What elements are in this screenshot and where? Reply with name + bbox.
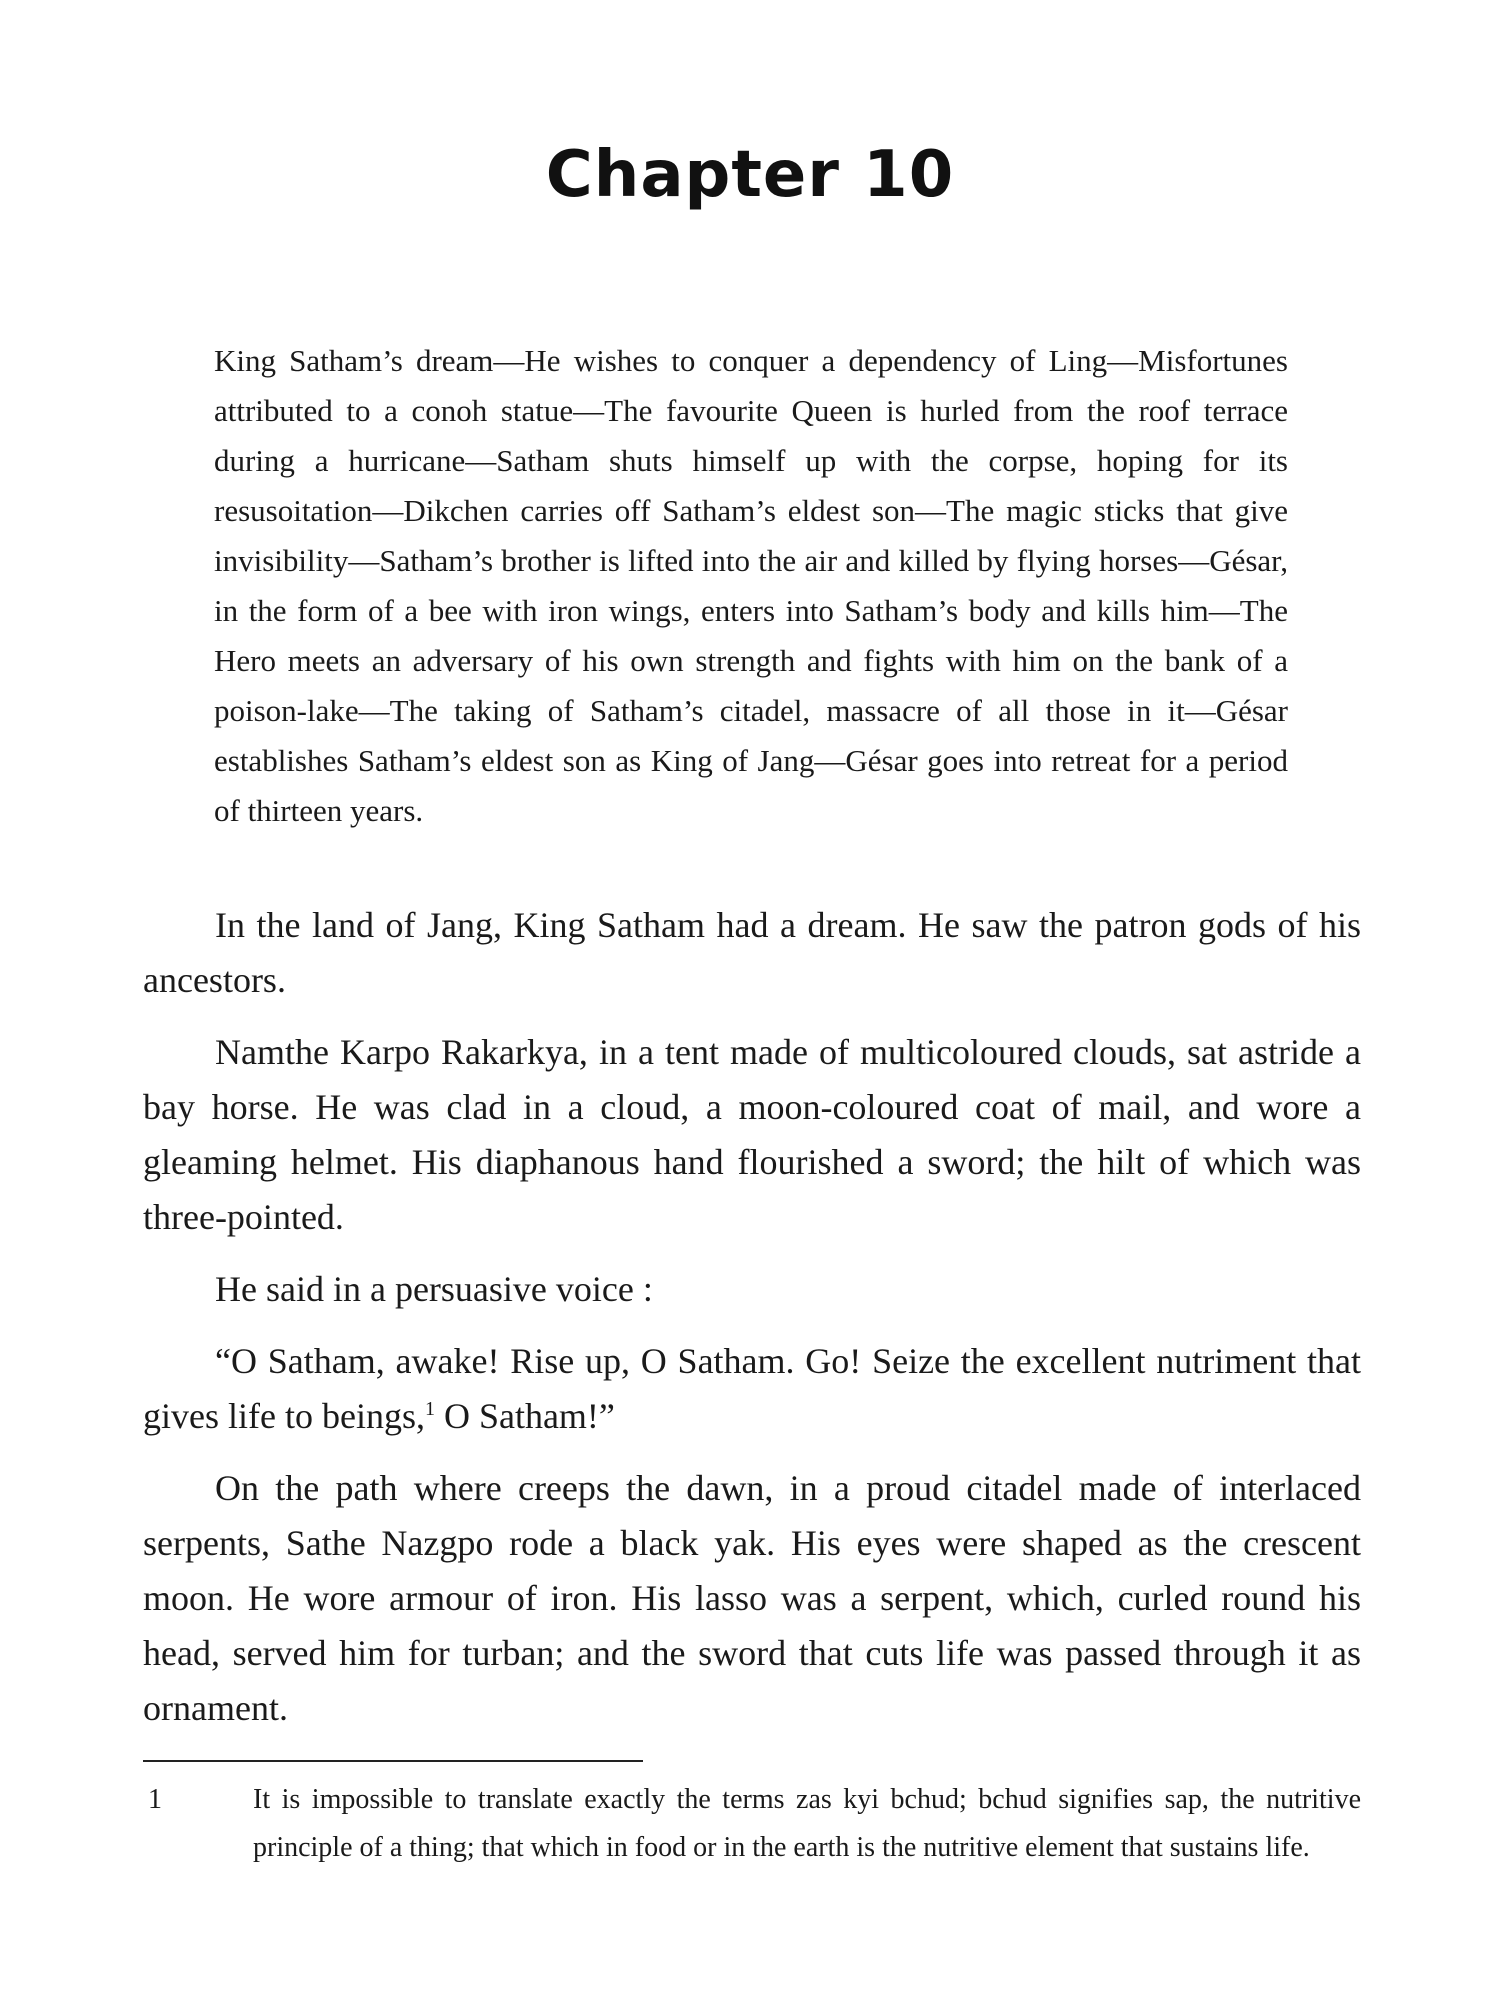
chapter-title: Chapter 10	[545, 138, 955, 212]
paragraph-4	[143, 1334, 1361, 1444]
paragraph-2: Namthe Karpo Rakarkya, in a tent made of multicoloured clouds, sat astride a bay horse. He was clad in a cloud, a moon-coloured coat of mail, and wore a gleaming helmet. His diaphanous hand flourished a sword; the hilt of which was three-pointed.	[143, 1032, 1361, 1237]
footnote-number: 1	[148, 1784, 162, 1815]
footnote-reference: 1	[424, 1398, 435, 1420]
chapter-body	[143, 898, 1361, 1753]
paragraph-3: He said in a persuasive voice :	[215, 1269, 653, 1309]
paragraph-1: In the land of Jang, King Satham had a dream. He saw the patron gods of his ancestors.	[143, 905, 1361, 1000]
paragraph-4-text-after: O Satham!”	[434, 1396, 615, 1436]
chapter-summary: King Satham’s dream—He wishes to conquer a dependency of Ling—Misfortunes attributed to a conoh statue—The favourite Queen is hurled from the roof terrace during a hurricane—Satham shuts himself up with the corpse, hoping for its resusoitation—Dikchen carries off Satham’s eldest son—The magic sticks that give invisibility—Satham’s brother is lifted into the air and killed by flying horses—Gésar, in the form of a bee with iron wings, enters into Satham’s body and kills him—The Hero meets an adversary of his own strength and fights with him on the bank of a poison-lake—The taking of Satham’s citadel, massacre of all those in it—Gésar establishes Satham’s eldest son as King of Jang—Gésar goes into retreat for a period of thirteen years.	[214, 343, 1288, 828]
paragraph-5: On the path where creeps the dawn, in a proud citadel made of interlaced serpents, Sathe Nazgpo rode a black yak. His eyes were shaped as the crescent moon. He wore armour of iron. His lasso was a serpent, which, curled round his head, served him for turban; and the sword that cuts life was passed through it as ornament.	[143, 1468, 1361, 1728]
footnote-divider	[143, 1760, 643, 1762]
paragraph-4-text-before: “O Satham, awake! Rise up, O Satham. Go! Seize the excellent nutriment that gives life to beings,	[143, 1341, 1361, 1436]
footnote-text: It is impossible to translate exactly the terms zas kyi bchud; bchud signifies sap, the nutritive principle of a thing; that which in food or in the earth is the nutritive element that sustains life.	[253, 1784, 1361, 1863]
